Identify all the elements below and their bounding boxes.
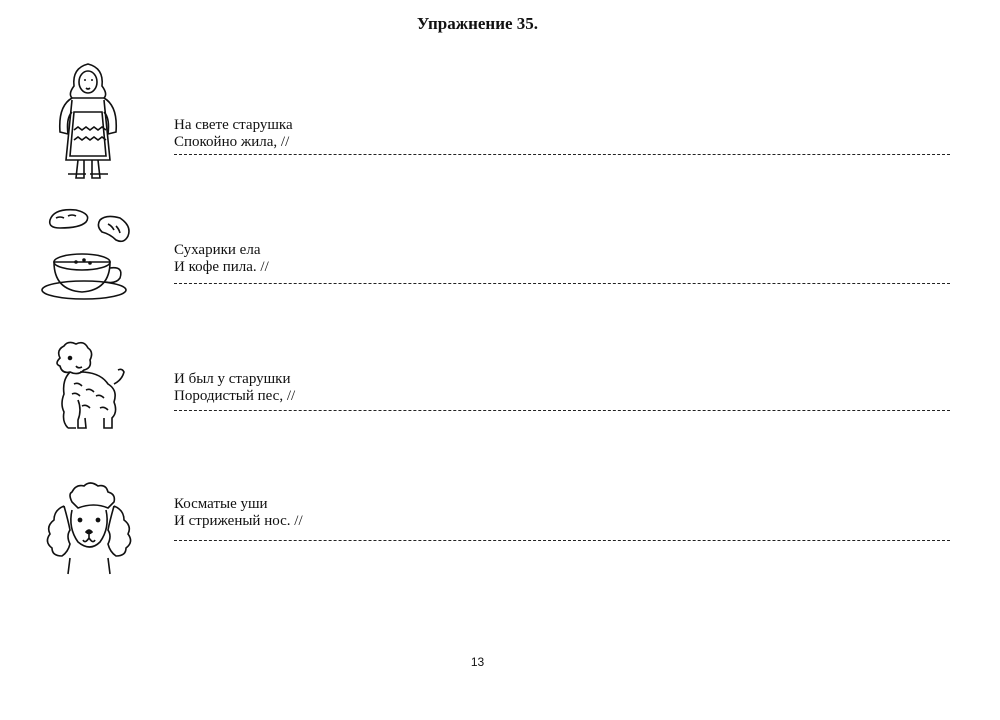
stanza-2-line-1: Сухарики ела: [174, 242, 261, 258]
stanza-2-text: [174, 242, 269, 276]
answer-line-1: [174, 154, 950, 155]
exercise-title: Упражнение 35.: [416, 14, 539, 33]
poodle-face-icon: [42, 482, 137, 577]
answer-line-3: [174, 410, 950, 411]
answer-line-4: [174, 540, 950, 541]
stanza-4-line-1: Косматые уши: [174, 496, 268, 512]
stanza-3-line-2: Породистый пес, //: [174, 388, 296, 404]
page-number: 13: [470, 655, 485, 669]
stanza-2-line-2: И кофе пила. //: [174, 259, 269, 275]
stanza-4-text: [174, 496, 303, 530]
stanza-1-text: [174, 117, 293, 151]
cup-and-rusks-icon: [40, 206, 140, 301]
stanza-3-text: [174, 371, 295, 405]
stanza-1-line-2: Спокойно жила, //: [174, 134, 290, 150]
poodle-icon: [52, 340, 127, 435]
old-woman-icon: [52, 60, 124, 185]
answer-line-2: [174, 283, 950, 284]
stanza-1-line-1: На свете старушка: [174, 117, 293, 133]
stanza-4-line-2: И стриженый нос. //: [174, 513, 303, 529]
stanza-3-line-1: И был у старушки: [174, 371, 291, 387]
